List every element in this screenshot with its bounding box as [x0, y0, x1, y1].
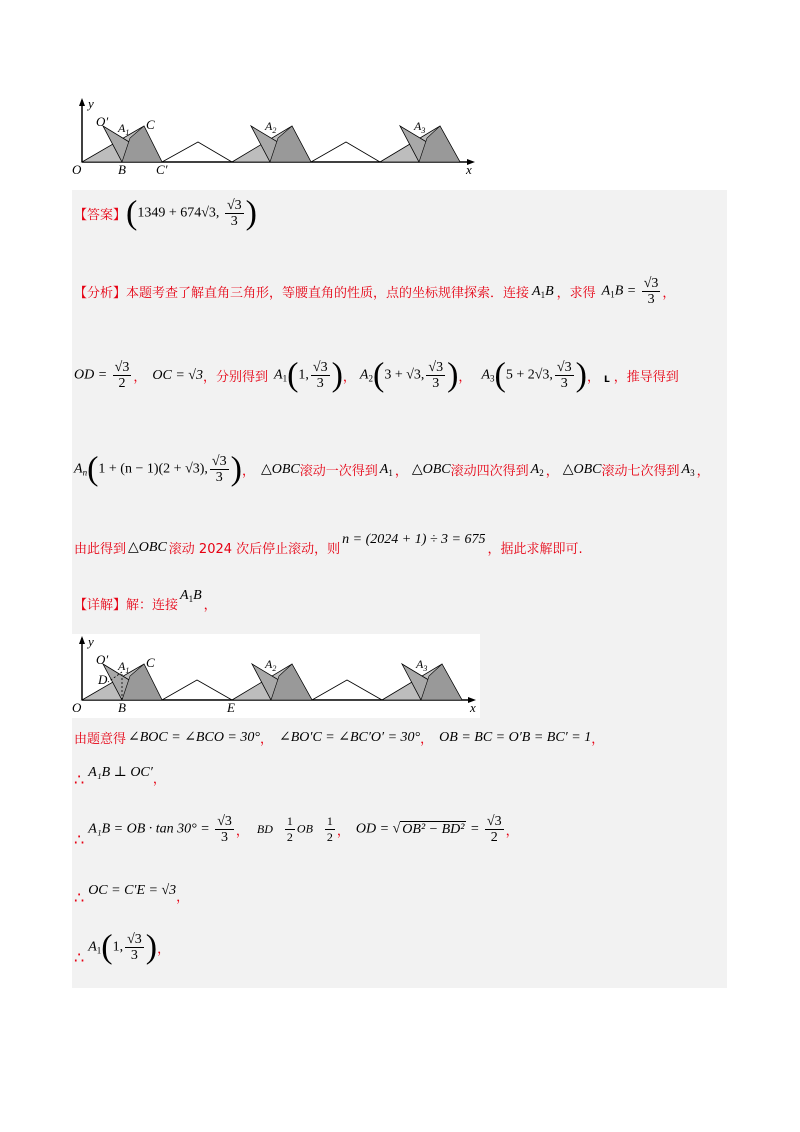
analysis-line-3: $A_n(1 + (n - 1)(2 + √3)$, $\frac{√3}{3}$ ) ， △OBC 滚动一次得到 $A_1$ ， △OBC 滚动四次得到 $A_2$ ， △OBC 滚动七次得到 $A_3$ ， [74, 450, 710, 488]
solution-line-3: ∴ A₁B = OB · tan 30° = $\frac{√3}{3}$ ， BD $\frac{1}{2}$ OB $\frac{1}{2}$ ， OD = √ OB² − BD² = $\frac{√3}{2}$ ， [74, 814, 519, 849]
answer-row [74, 194, 257, 232]
svg-text:E: E [227, 700, 235, 715]
svg-text:y: y [88, 634, 94, 649]
answer-value: (1349 + 674√3, $\frac{√3}{3}$ ) [126, 194, 257, 232]
label-a3: $A_3$ [414, 119, 426, 135]
detail-line: 【详解】 解：连接 $A_1B$ ， [74, 587, 217, 613]
eq-oc-ce: OC = C′E = √3 [88, 882, 177, 898]
eq-a1-point: $A_1(1$, $\frac{√3}{3}$ ) [88, 928, 158, 966]
solution-panel [72, 190, 727, 988]
eq-angle-2: ∠BO′C = ∠BC′O′ = 30° [279, 730, 421, 745]
point-a2: $A_2(3 + √3$, $\frac{√3}{3}$ ) [359, 356, 459, 394]
svg-text:C: C [146, 655, 155, 670]
analysis-line-1: 【分析】 本题考查了解直角三角形，等腰直角的性质，点的坐标规律探索．连接 $A_1B$ ，求得 $A_1B$ = $\frac{√3}{3}$ ， [74, 276, 676, 307]
eq-od: OD = $\frac{√3}{2}$ [74, 360, 130, 391]
svg-text:O: O [72, 700, 82, 715]
triangle-obc-1: △OBC [260, 462, 300, 477]
label-c: C [146, 117, 155, 132]
eq-a1b: $A_1B$ = $\frac{√3}{3}$ [601, 276, 659, 307]
label-a2: $A_2$ [265, 119, 277, 135]
analysis-tag: 【分析】 [74, 286, 127, 301]
eq-oc: OC = √3 [152, 367, 203, 383]
point-an: $A_n(1 + (n - 1)(2 + √3)$, $\frac{√3}{3}$ ) [74, 450, 242, 488]
triangle-obc-4: △OBC [411, 462, 451, 477]
connect-a1b: $A_1B$ [180, 587, 202, 604]
analysis-text-2: ，求得 [556, 286, 596, 301]
label-o-prime: O′ [96, 114, 109, 129]
label-c-prime: C′ [156, 162, 168, 177]
eq-n: n = (2024 + 1) ÷ 3 = 675 [342, 531, 486, 547]
answer-tag: 【答案】 [74, 208, 127, 223]
label-a1: $A_1$ [118, 121, 130, 137]
svg-text:B: B [118, 700, 126, 715]
label-o: O [72, 162, 82, 177]
point-a1: $A_1(1$, $\frac{√3}{3}$ ) [274, 356, 343, 394]
label-x: x [466, 162, 472, 177]
svg-text:D: D [98, 672, 108, 687]
point-a3: $A_3(5 + 2√3$, $\frac{√3}{3}$ ) [481, 356, 587, 394]
svg-text:A1: $A_1$ [118, 659, 130, 675]
svg-text:O′: O′ [96, 652, 109, 667]
svg-text:A2: $A_2$ [265, 657, 277, 673]
a1b-symbol: $A_1B$ [532, 283, 554, 300]
analysis-text-4: 推导得到 [626, 370, 679, 385]
solution-line-1: 由题意得 ∠BOC = ∠BCO = 30° ， ∠BO′C = ∠BC′O′ = 30° ， OB = BC = O′B = BC′ = 1 ， [74, 729, 605, 747]
svg-text:x: x [470, 700, 476, 715]
eq-angle-1: ∠BOC = ∠BCO = 30° [128, 730, 260, 745]
triangle-obc-7: △OBC [562, 462, 602, 477]
ellipsis: L [603, 374, 610, 385]
solution-line-4: ∴ OC = C′E = √3 ， [74, 882, 190, 907]
label-y: y [88, 96, 94, 111]
solution-line-2: ∴ A₁B ⊥ OC′ ， [74, 765, 166, 789]
eq-segments: OB = BC = O′B = BC′ = 1 [439, 729, 592, 745]
svg-text:A3: $A_3$ [416, 657, 428, 673]
analysis-line-2: OD = $\frac{√3}{2}$ ， OC = √3 ， 分别得到 $A_1(1$, $\frac{√3}{3}$ ) ， $A_2(3 + √3$, $\frac{√3}{3}$ ) ， $A_3(5 + 2√3$, $\frac{√3}{3}$ ) ， L ， 推导得到 [74, 356, 679, 394]
solution-line-5: ∴ $A_1(1$, $\frac{√3}{3}$ ) ， [74, 928, 171, 967]
figure-2 [72, 634, 480, 718]
analysis-text-1: 本题考查了解直角三角形，等腰直角的性质，点的坐标规律探索．连接 [126, 286, 530, 301]
analysis-text-3: 分别得到 [215, 370, 268, 385]
eq-perp: A₁B ⊥ OC′ [88, 765, 153, 780]
figure-1 [70, 96, 480, 178]
eq-a1b-tan: A₁B = OB · tan 30° = $\frac{√3}{3}$ [88, 814, 232, 845]
eq-od-sqrt: OD = √ OB² − BD² = $\frac{√3}{2}$ [355, 814, 502, 845]
detail-tag: 【详解】 [74, 598, 127, 613]
analysis-line-4: 由此得到 △OBC 滚动 2024 次后停止滚动，则 n = (2024 + 1) ÷ 3 = 675 ，据此求解即可. [74, 531, 583, 557]
label-b: B [118, 162, 126, 177]
